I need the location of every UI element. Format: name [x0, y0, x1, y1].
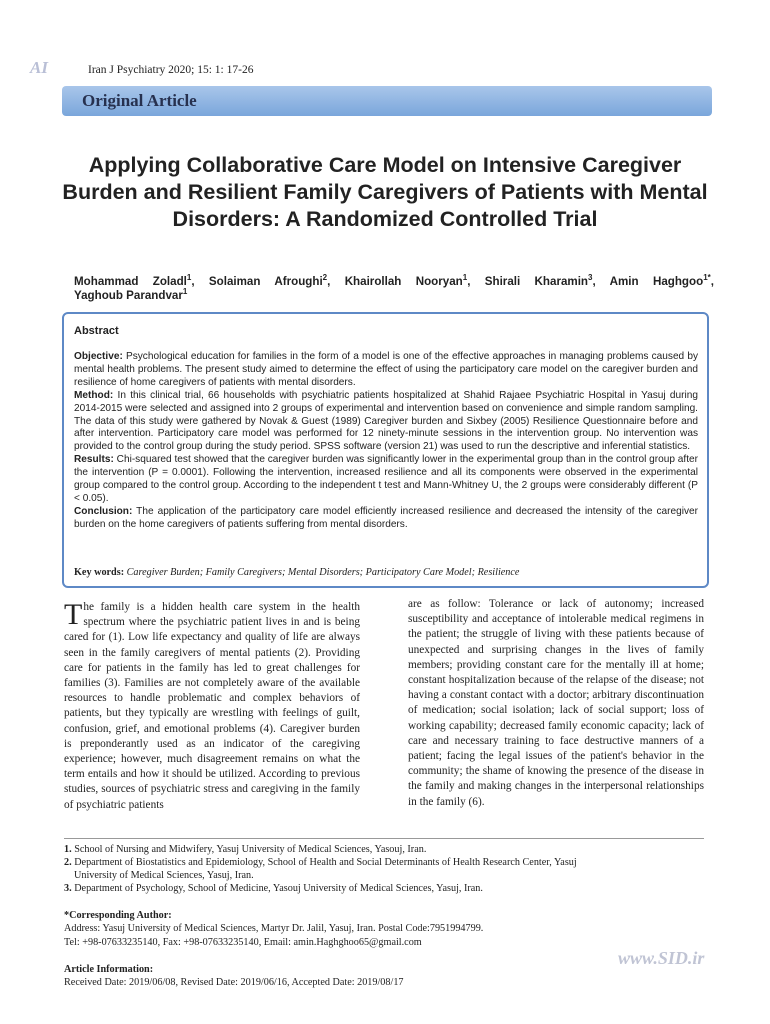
- footnote-number: 1.: [64, 844, 72, 855]
- keywords-text: Caregiver Burden; Family Caregivers; Mental Disorders; Participatory Care Model; Resilience: [126, 567, 520, 578]
- conclusion-text: The application of the participatory care model efficiently increased resilience and decreased the intensity of the caregiver burden on the home caregivers of patients suffering from mental disorders.: [74, 505, 698, 530]
- drop-cap: T: [64, 598, 83, 631]
- author-name: Shirali Kharamin: [484, 275, 589, 288]
- keywords: [74, 567, 704, 578]
- method-text: In this clinical trial, 66 households with psychiatric patients hospitalized at Shahid Rajaee Psychiatric Hospital in Yasuj during 2014-2015 were selected and assigned into 2 groups of experimental and intervention based on convenience and simple random sampling. The data of this study were gathered by Novak & Guest (1989) Caregiver burden and Sixbey (2005) Resilience Questionnaire before and after intervention. Participatory care model was performed for 12 ninety-minute sessions in the intervention group. No intervention was provided to the control group during the study period. SPSS software (version 21) was used to run the descriptive and inferential statistics.: [74, 389, 698, 453]
- author-affiliation: 1*: [703, 273, 711, 283]
- article-type-label: Original Article: [82, 91, 197, 110]
- corresponding-author: [64, 909, 704, 949]
- method-label: Method:: [74, 389, 114, 401]
- results-text: Chi-squared test showed that the caregiver burden was significantly lower in the experimental group than in the control group after the intervention (P = 0.0001). Following the intervention, increased resilience and all its components were observed in the experimental group compared to the control group. According to the independent t test and Mann-Whitney U, the 2 groups were considerably different (P < 0.05).: [74, 454, 698, 504]
- footnote-item: [64, 843, 704, 856]
- corresponding-label: *Corresponding Author:: [64, 910, 172, 921]
- affiliation-footnotes: [64, 843, 704, 895]
- footnote-item: [64, 856, 704, 869]
- author-name: Mohammad Zoladl: [74, 275, 187, 288]
- footnote-text: Department of Biostatistics and Epidemiology, School of Health and Social Determinants of Health Research Center, Yasuj: [74, 857, 577, 868]
- author-affiliation: 3: [588, 273, 593, 283]
- author-list-continued: [74, 289, 187, 302]
- author-name: Amin Haghgoo: [609, 275, 704, 288]
- footnote-text: School of Nursing and Midwifery, Yasuj University of Medical Sciences, Yasouj, Iran.: [74, 844, 427, 855]
- footnote-divider: [64, 838, 704, 839]
- author-affiliation: 1: [462, 273, 468, 283]
- article-info-label: Article Information:: [64, 964, 154, 975]
- abstract-body: [74, 351, 698, 532]
- footnote-continuation: University of Medical Sciences, Yasuj, Iran.: [74, 870, 254, 881]
- abstract-conclusion: [74, 506, 698, 532]
- watermark: www.SID.ir: [618, 948, 705, 968]
- author-affiliation: 1: [186, 273, 192, 283]
- author-name: Khairollah Nooryan: [344, 275, 463, 288]
- journal-logo: AI: [30, 58, 48, 77]
- left-column-text: he family is a hidden health care system in the health spectrum where the psychiatric patient lives in and is being cared for (1). Low life expectancy and quality of life are always seen in the family caregivers of mental patients (2). Providing care for patients in the family has led to great challenges for families (3). Families are not completely aware of the available resources to handle problematic and complex behaviors of patients, but they typically are wrestling with feelings of guilt, confusion, grief, and emotional problems (4). Caregiver burden is preponderantly used as an indicator of the caregiving experience; however, much disagreement remains on what the term entails and how it should be utilized. According to previous studies, sources of psychiatric stress and caregiving in the family of psychiatric patients: [64, 601, 360, 811]
- abstract-objective: [74, 351, 698, 390]
- corresponding-contact: Tel: +98-07633235140, Fax: +98-07633235140, Email: amin.Haghghoo65@gmail.com: [64, 936, 422, 948]
- conclusion-label: Conclusion:: [74, 505, 133, 517]
- author-name: Solaiman Afroughi: [208, 275, 323, 288]
- abstract-heading: Abstract: [74, 325, 119, 337]
- footnote-text: Department of Psychology, School of Medicine, Yasouj University of Medical Sciences, Yasuj, Iran.: [74, 883, 483, 894]
- paper-title: Applying Collaborative Care Model on Intensive Caregiver Burden and Resilient Family Caregivers of Patients with Mental Disorders: A Randomized Controlled Trial: [62, 153, 708, 231]
- abstract-method: [74, 390, 698, 455]
- corresponding-address: Address: Yasuj University of Medical Sciences, Martyr Dr. Jalil, Yasuj, Iran. Postal Code:7951994799.: [64, 923, 484, 935]
- abstract-results: [74, 454, 698, 506]
- article-type-banner: [62, 86, 712, 116]
- author-affiliation: 1: [182, 287, 188, 297]
- journal-citation: Iran J Psychiatry 2020; 15: 1: 17-26: [88, 64, 254, 76]
- results-label: Results:: [74, 454, 114, 466]
- body-column-left: [64, 600, 360, 813]
- author-affiliation: 2: [322, 273, 328, 283]
- article-information: [64, 963, 704, 990]
- footnote-item: [64, 882, 704, 895]
- footnote-number: 3.: [64, 883, 72, 894]
- footnote-number: 2.: [64, 857, 72, 868]
- author-list: Mohammad Zoladl$^1$, Solaiman Afroughi$^2$, Khairollah Nooryan$^1$, Shirali Kharamin$^3$, Amin Haghgoo$^{1*}$,: [74, 273, 714, 288]
- keywords-label: Key words:: [74, 567, 125, 578]
- body-column-right: are as follow: Tolerance or lack of autonomy; increased susceptibility and acceptance of intolerable medical regimens in the patient; the struggle of living with these patients because of unexpected and surprising changes in the lives of family members; providing constant care for the mentally ill at home; constant hospitalization because of the relapse of the disease; not having a constant contact with a doctor; arbitrary discontinuation of medication; social isolation; lack of social support; loss of working capability; decreased family economic capacity; lack of care and necessary training to face destructive manners of a patient; facing the legal issues of the patient's behavior in the community; the shame of knowing the presence of the disease in the family and making changes in the interpersonal relationships in the family (6).: [408, 598, 704, 808]
- article-dates: Received Date: 2019/06/08, Revised Date: 2019/06/16, Accepted Date: 2019/08/17: [64, 977, 404, 989]
- objective-label: Objective:: [74, 351, 123, 362]
- author-name: Yaghoub Parandvar: [74, 289, 183, 302]
- objective-text: Psychological education for families in the form of a model is one of the effective approaches in managing problems caused by mental health problems. The present study aimed to determine the effect of using the participatory care model on the caregiver burden and resilience of home caregivers of patients with mental disorders.: [74, 351, 698, 388]
